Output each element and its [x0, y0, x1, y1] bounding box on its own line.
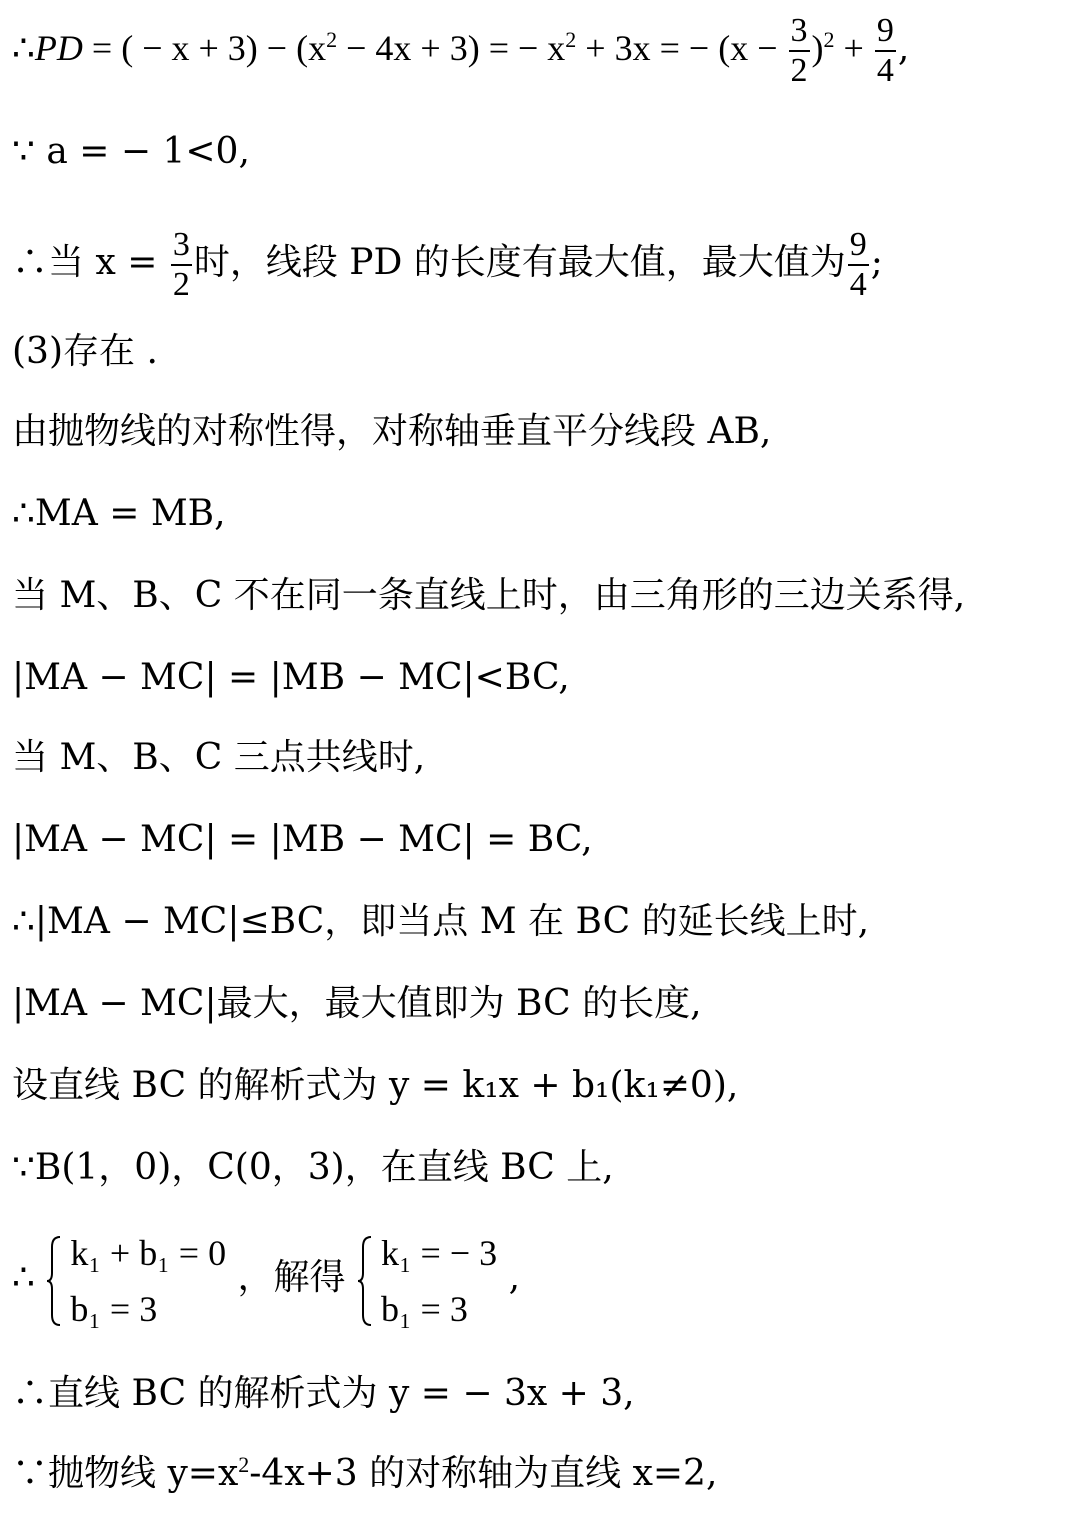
inequality-line: |MA − MC| = |MB − MC|<BC,: [12, 657, 570, 698]
exponent-2: 2: [565, 27, 577, 52]
fraction-3-2: [789, 12, 810, 90]
comma: ,: [897, 28, 910, 69]
fraction-3-2: [171, 226, 192, 304]
fraction-9-4: [875, 12, 896, 90]
line-bc-setup: 设直线 BC 的解析式为 y = k₁x + b₁(k₁≠0),: [12, 1065, 739, 1106]
system-1-rows: [70, 1225, 226, 1337]
system-row: k₁ + b₁ = 0: [70, 1233, 227, 1273]
left-brace-icon: [46, 1235, 64, 1327]
numerator: 9: [848, 226, 869, 266]
expr-part-1: = ( − x + 3) − (x: [82, 28, 327, 68]
therefore-symbol: ∴: [12, 28, 35, 69]
line-prefix: ∵抛物线 y=x: [12, 1453, 239, 1494]
system-row: k₁ = − 3: [381, 1233, 498, 1273]
pd-label: PD: [34, 28, 83, 68]
system-row: b₁ = 3: [70, 1289, 158, 1329]
denominator: 4: [876, 52, 894, 89]
semicolon: ;: [870, 242, 883, 283]
numerator: 3: [171, 226, 192, 266]
numerator: 3: [789, 12, 810, 52]
coefficient-line: ∵ a = − 1<0,: [12, 131, 250, 172]
system-of-equations: [12, 1222, 520, 1337]
max-value-line: [12, 226, 883, 304]
exponent: 2: [238, 1452, 250, 1477]
axis-of-symmetry: [12, 1452, 717, 1496]
solve-label: ，解得: [237, 1257, 346, 1298]
system-1: [46, 1223, 226, 1337]
equality-line: |MA − MC| = |MB − MC| = BC,: [12, 819, 593, 860]
expr-part-3: + 3x = − (x −: [576, 28, 787, 68]
part-3-heading: (3)存在 .: [12, 331, 158, 372]
therefore-symbol: ∴: [12, 1257, 35, 1298]
system-2: [357, 1223, 497, 1337]
equation-pd-expansion: [12, 12, 909, 90]
system-row: b₁ = 3: [381, 1289, 468, 1329]
non-collinear-case: 当 M、B、C 不在同一条直线上时，由三角形的三边关系得,: [12, 575, 966, 616]
system-2-rows: [381, 1225, 497, 1337]
line-prefix: ∴当 x =: [12, 242, 169, 283]
numerator: 9: [875, 12, 896, 52]
points-on-bc: ∵B(1，0)，C(0，3)，在直线 BC 上,: [12, 1147, 614, 1188]
expr-part-2: − 4x + 3) = − x: [337, 28, 566, 68]
plus-sign: +: [834, 28, 873, 68]
left-brace-icon: [357, 1235, 375, 1327]
bc-equation: ∴直线 BC 的解析式为 y = − 3x + 3,: [12, 1373, 635, 1414]
exponent-1: 2: [326, 27, 338, 52]
close-paren: ): [811, 28, 824, 68]
max-bc-length: |MA − MC|最大，最大值即为 BC 的长度,: [12, 983, 702, 1024]
denominator: 2: [790, 52, 808, 89]
denominator: 2: [172, 266, 190, 303]
comma: ,: [508, 1257, 521, 1298]
denominator: 4: [849, 266, 867, 303]
line-suffix: -4x+3 的对称轴为直线 x=2,: [249, 1453, 718, 1494]
fraction-9-4: [848, 226, 869, 304]
collinear-case: 当 M、B、C 三点共线时,: [12, 737, 426, 778]
line-middle: 时，线段 PD 的长度有最大值，最大值为: [193, 242, 846, 283]
exponent-3: 2: [823, 27, 835, 52]
symmetry-statement: 由抛物线的对称性得，对称轴垂直平分线段 AB,: [12, 411, 772, 452]
ma-equals-mb: ∴MA = MB,: [12, 493, 226, 534]
conclusion-extension: ∴|MA − MC|≤BC，即当点 M 在 BC 的延长线上时,: [12, 901, 870, 942]
